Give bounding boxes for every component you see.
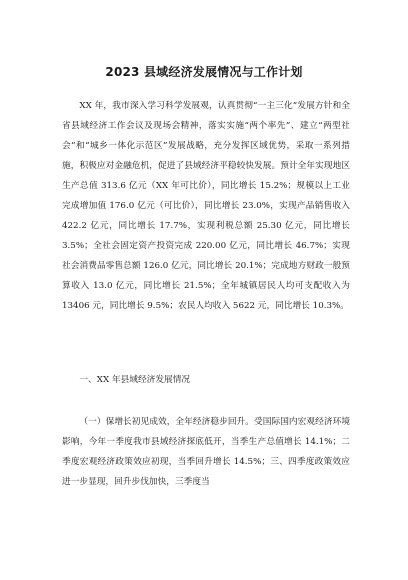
section-paragraph: （一）保增长初见成效，全年经济稳步回升。受国际国内宏观经济环境影响，今年一季度我市县域经济探底低开，当季生产总值增长 14.1%；二季度宏观经济政策效应初现，当季回升增长 14.5%；三、四季度政策效应进一步显现，回升步伐加快，三季度当 [62,417,350,487]
intro-paragraph: XX 年，我市深入学习科学发展观，认真贯彻“一主三化”发展方针和全省县域经济工作会议及现场会精神，落实实施“两个率先”、建立“两型社会”和“城乡一体化示范区”发展战略，充分发挥区域优势，采取一系列措施，积极应对金融危机，促进了县域经济平稳较快发展。预计全年实现地区生产总值 313.6 亿元（XX 年可比价），同比增长 15.2%；规模以上工业完成增加值 176.0 亿元（可比价），同比增长 23.0%，实现产品销售收入 422.2 亿元，同比增长 17.7%，实现利税总额 25.30 亿元，同比增长 3.5%；全社会固定资产投资完成 220.00 亿元，同比增长 46.7%；实现社会消费品零售总额 126.0 亿元，同比增长 20.1%；完成地方财政一般预算收入 13.0 亿元，同比增长 21.5%；全年城镇居民人均可支配收入为 13406 元，同比增长 9.5%；农民人均收入 5622 元，同比增长 10.3%。 [62,101,350,311]
section-heading: 一、XX 年县域经济发展情况 [79,375,191,385]
document-title: 2023 县域经济发展情况与工作计划 [105,65,303,79]
